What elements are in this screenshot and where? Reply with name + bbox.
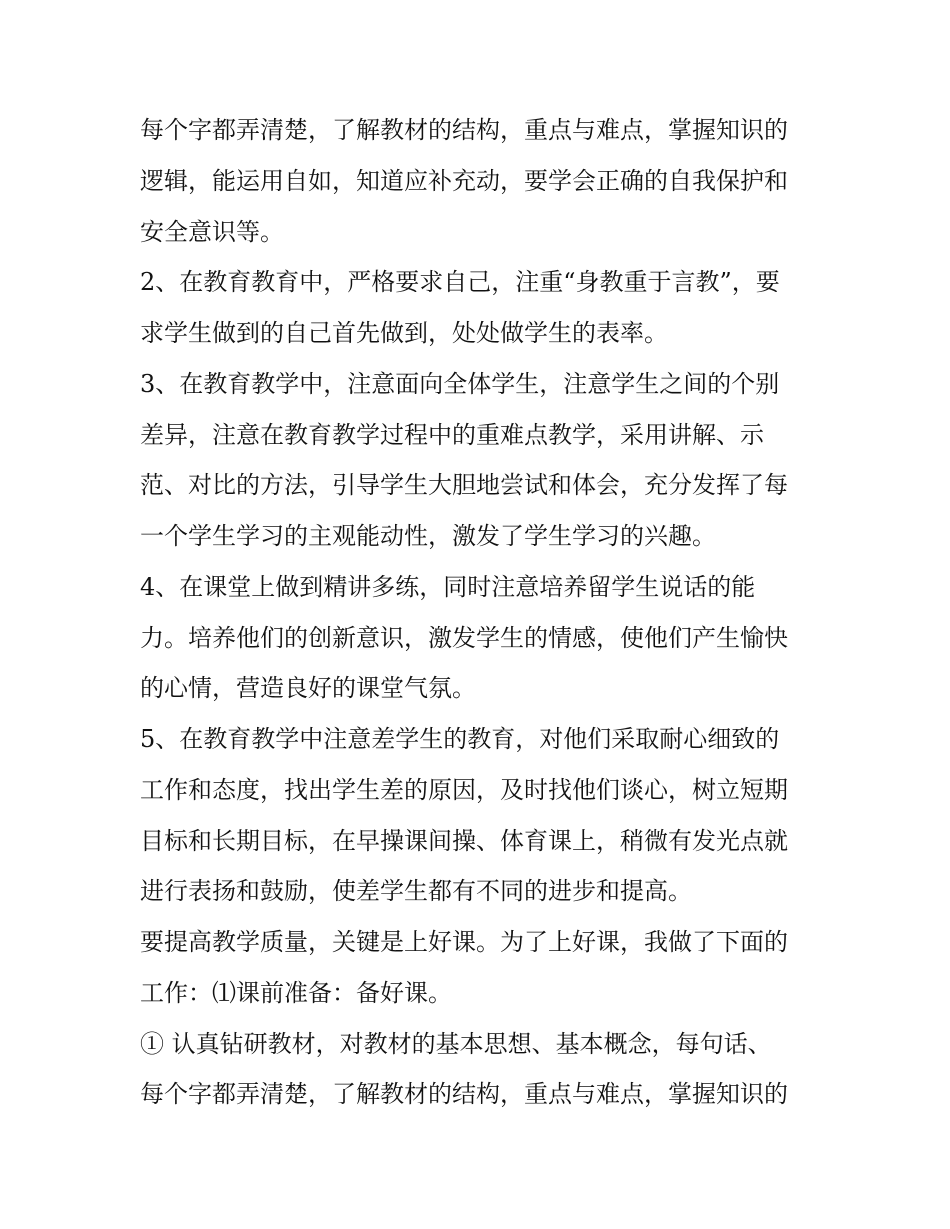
text-line: 求学生做到的自己首先做到，处处做学生的表率。 xyxy=(140,319,668,347)
text-line: 每个字都弄清楚，了解教材的结构，重点与难点，掌握知识的 xyxy=(140,1080,788,1109)
text-line: 5、在教育教学中注意差学生的教育，对他们采取耐心细致的 xyxy=(140,725,780,753)
text-line: ① 认真钻研教材，对教材的基本思想、基本概念，每句话、 xyxy=(140,1029,772,1058)
text-line: 力。培养他们的创新意识，激发学生的情感，使他们产生愉快 xyxy=(140,623,788,652)
text-line: 安全意识等。 xyxy=(140,217,284,246)
text-line: 范、对比的方法，引导学生大胆地尝试和体会，充分发挥了每 xyxy=(140,471,788,500)
text-line: 差异，注意在教育教学过程中的重难点教学，采用讲解、示 xyxy=(140,420,764,449)
text-line: 每个字都弄清楚，了解教材的结构，重点与难点，掌握知识的 xyxy=(140,116,788,144)
text-line: 的心情，营造良好的课堂气氛。 xyxy=(140,674,476,703)
text-line: 工作和态度，找出学生差的原因，及时找他们谈心，树立短期 xyxy=(140,775,788,804)
text-line: 进行表扬和鼓励，使差学生都有不同的进步和提高。 xyxy=(140,877,692,906)
text-line: 2、在教育教育中，严格要求自己，注重“身教重于言教”，要 xyxy=(140,268,780,297)
text-line: 一个学生学习的主观能动性，激发了学生学习的兴趣。 xyxy=(140,522,716,550)
document-body xyxy=(140,105,820,1120)
text-line: 目标和长期目标，在早操课间操、体育课上，稍微有发光点就 xyxy=(140,826,788,855)
text-line: 4、在课堂上做到精讲多练，同时注意培养留学生说话的能 xyxy=(140,572,756,601)
text-line: 工作：⑴课前准备：备好课。 xyxy=(140,978,452,1007)
text-line: 要提高教学质量，关键是上好课。为了上好课，我做了下面的 xyxy=(140,928,788,956)
text-line: 3、在教育教学中，注意面向全体学生，注意学生之间的个别 xyxy=(140,369,780,398)
text-line: 逻辑，能运用自如，知道应补充动，要学会正确的自我保护和 xyxy=(140,166,788,195)
